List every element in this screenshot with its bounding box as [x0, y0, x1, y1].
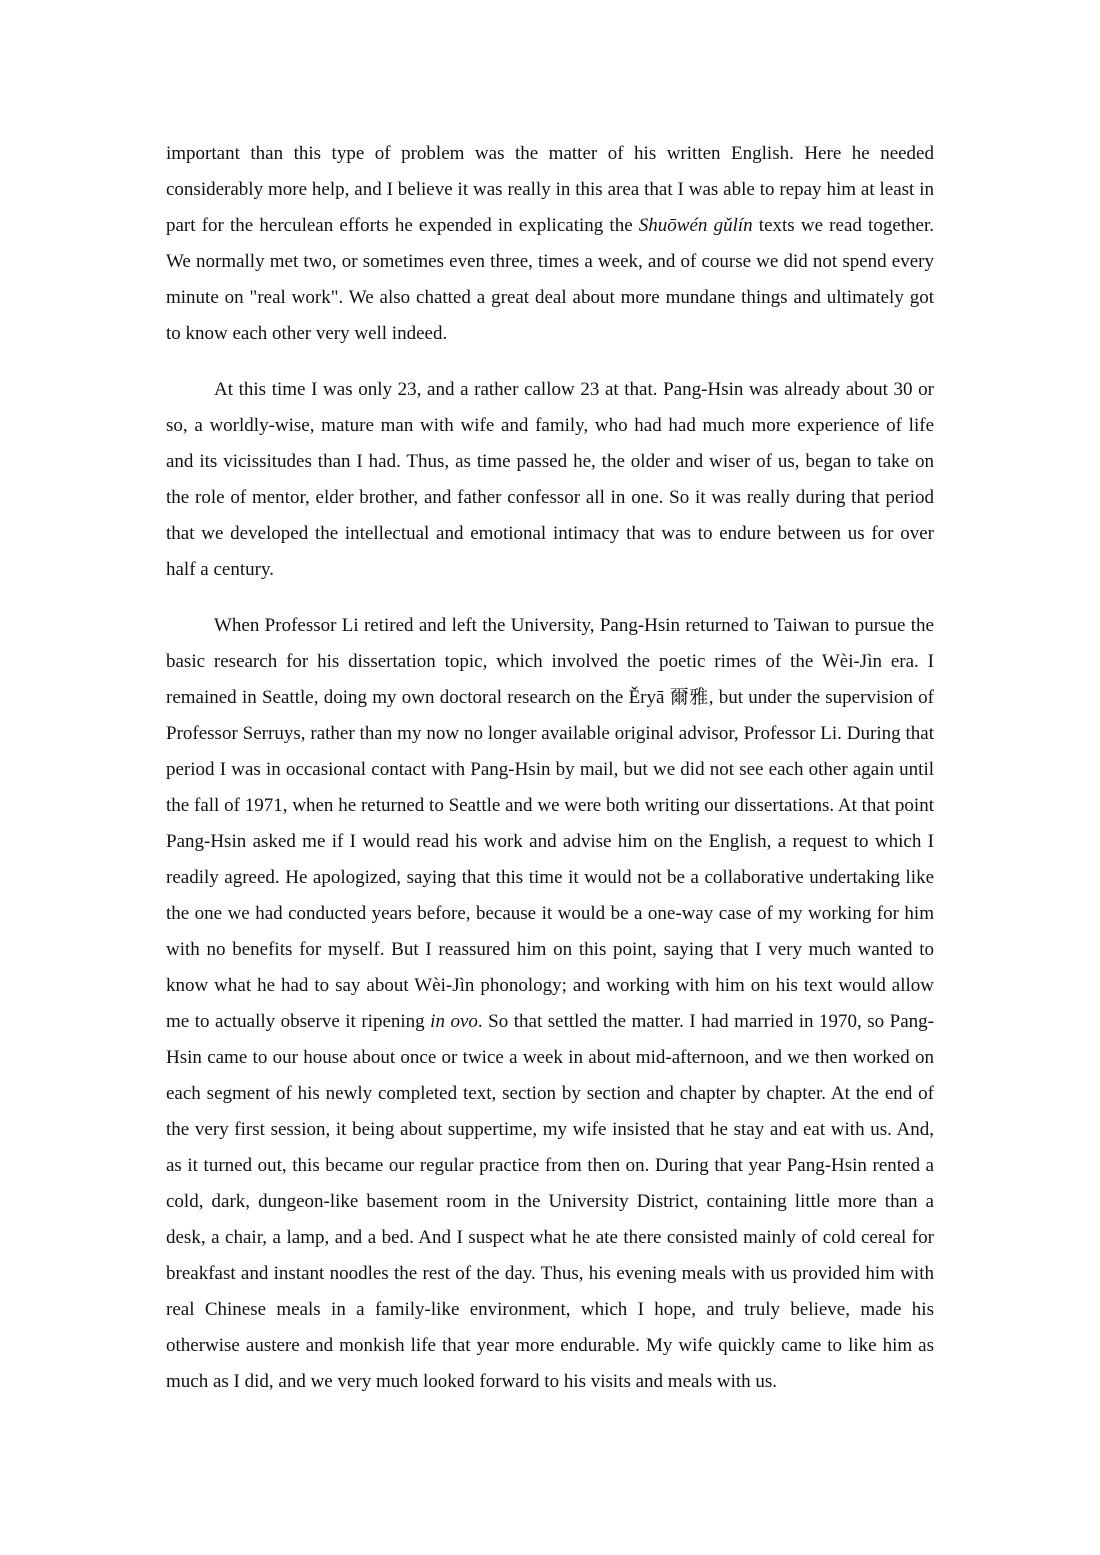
paragraph-1-text-2: texts we read together. We normally met two, or sometimes even three, times a week, and of course we did not spend every minute on "real work". We also chatted a great deal about more mundane things and ultimately got to know each other very well indeed. — [166, 215, 934, 344]
paragraph-3-text-2: . So that settled the matter. I had married in 1970, so Pang-Hsin came to our house about once or twice a week in about mid-afternoon, and we then worked on each segment of his newly completed text, section by section and chapter by chapter. At the end of the very first session, it being about suppertime, my wife insisted that he stay and eat with us. And, as it turned out, this became our regular practice from then on. During that year Pang-Hsin rented a cold, dark, dungeon-like basement room in the University District, containing little more than a desk, a chair, a lamp, and a bed. And I suspect what he ate there consisted mainly of cold cereal for breakfast and instant noodles the rest of the day. Thus, his evening meals with us provided him with real Chinese meals in a family-like environment, which I hope, and truly believe, made his otherwise austere and monkish life that year more endurable. My wife quickly came to like him as much as I did, and we very much looked forward to his visits and meals with us. — [166, 1011, 935, 1392]
paragraph-2-text-1: At this time I was only 23, and a rather callow 23 at that. Pang-Hsin was already about 30 or so, a worldly-wise, mature man with wife and family, who had had much more experience of life and its vicissitudes than I had. Thus, as time passed he, the older and wiser of us, began to take on the role of mentor, elder brother, and father confessor all in one. So it was really during that period that we developed the intellectual and emotional intimacy that was to endure between us for over half a century. — [166, 379, 934, 580]
latin-phrase-in-ovo: in ovo — [430, 1011, 478, 1032]
body-text — [166, 136, 934, 1420]
paragraph-2 — [166, 372, 934, 588]
paragraph-3-text-1: When Professor Li retired and left the University, Pang-Hsin returned to Taiwan to pursue the basic research for his dissertation topic, which involved the poetic rimes of the Wèi-Jìn era. I remained in Seattle, doing my own doctoral research on the Ěryā 爾雅, but under the supervision of Professor Serruys, rather than my now no longer available original advisor, Professor Li. During that period I was in occasional contact with Pang-Hsin by mail, but we did not see each other again until the fall of 1971, when he returned to Seattle and we were both writing our dissertations. At that point Pang-Hsin asked me if I would read his work and advise him on the English, a request to which I readily agreed. He apologized, saying that this time it would not be a collaborative undertaking like the one we had conducted years before, because it would be a one-way case of my working for him with no benefits for myself. But I reassured him on this point, saying that I very much wanted to know what he had to say about Wèi-Jìn phonology; and working with him on his text would allow me to actually observe it ripening — [166, 615, 934, 1032]
book-title-shuowen-gulin: Shuōwén gǔlín — [638, 215, 753, 236]
paragraph-1 — [166, 136, 934, 352]
paragraph-3 — [166, 608, 934, 1400]
paragraph-1-text-1: important than this type of problem was the matter of his written English. Here he needed considerably more help, and I believe it was really in this area that I was able to repay him at least in part for the herculean efforts he expended in explicating the — [166, 143, 934, 236]
